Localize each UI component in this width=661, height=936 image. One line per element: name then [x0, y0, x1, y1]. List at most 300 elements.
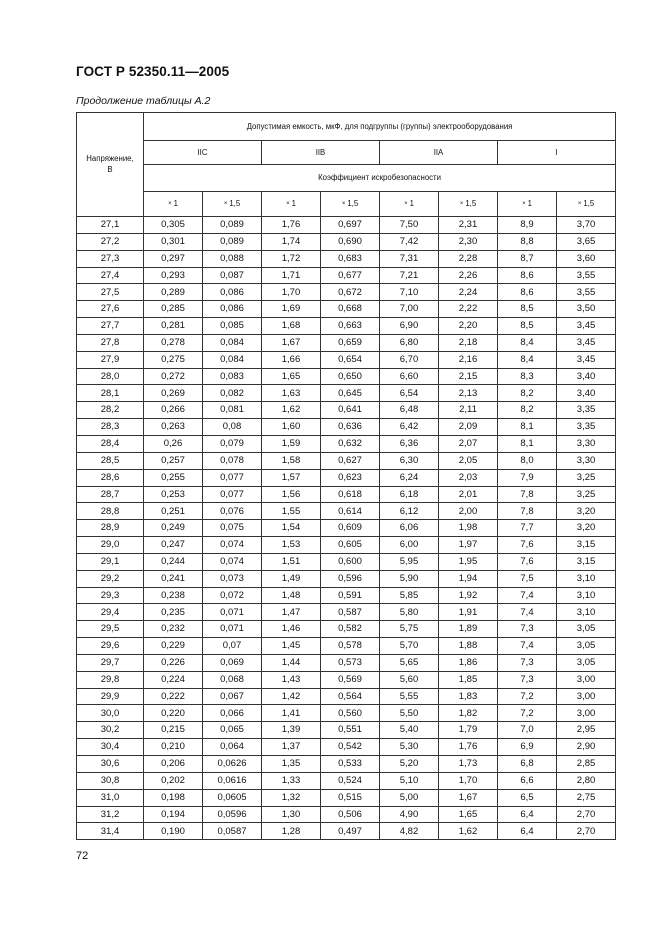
- voltage-cell: 29,6: [77, 638, 144, 655]
- capacity-cell: 2,80: [557, 772, 616, 789]
- multiplier-header: [498, 192, 557, 217]
- capacity-cell: 0,506: [321, 806, 380, 823]
- multiplier-symbol: ×: [286, 201, 290, 208]
- capacity-cell: 0,677: [321, 267, 380, 284]
- capacity-cell: 0,07: [203, 638, 262, 655]
- capacity-cell: 1,56: [262, 486, 321, 503]
- table-row: [77, 419, 616, 436]
- capacity-cell: 2,90: [557, 739, 616, 756]
- capacity-cell: 1,57: [262, 469, 321, 486]
- capacity-cell: 5,60: [380, 671, 439, 688]
- table-row: [77, 486, 616, 503]
- capacity-cell: 0,241: [144, 570, 203, 587]
- capacity-cell: 0,627: [321, 452, 380, 469]
- capacity-cell: 7,2: [498, 688, 557, 705]
- capacity-cell: 8,9: [498, 217, 557, 234]
- multiplier-header-row: [77, 192, 616, 217]
- multiplier-value: 1: [527, 199, 532, 209]
- capacity-cell: 0,08: [203, 419, 262, 436]
- capacity-cell: 0,244: [144, 553, 203, 570]
- capacity-cell: 2,01: [439, 486, 498, 503]
- capacity-cell: 2,09: [439, 419, 498, 436]
- table-row: [77, 402, 616, 419]
- capacity-cell: 0,235: [144, 604, 203, 621]
- capacity-cell: 6,00: [380, 537, 439, 554]
- capacity-cell: 0,609: [321, 520, 380, 537]
- capacity-cell: 0,683: [321, 250, 380, 267]
- capacity-cell: 1,65: [262, 368, 321, 385]
- capacity-cell: 1,47: [262, 604, 321, 621]
- capacity-cell: 7,3: [498, 671, 557, 688]
- capacity-cell: 5,65: [380, 654, 439, 671]
- capacity-cell: 0,198: [144, 789, 203, 806]
- capacity-cell: 6,4: [498, 823, 557, 840]
- capacity-cell: 6,12: [380, 503, 439, 520]
- capacity-cell: 6,90: [380, 318, 439, 335]
- capacity-cell: 0,0587: [203, 823, 262, 840]
- capacity-cell: 7,00: [380, 301, 439, 318]
- multiplier-symbol: ×: [341, 201, 346, 208]
- capacity-cell: 2,22: [439, 301, 498, 318]
- capacity-cell: 3,40: [557, 385, 616, 402]
- capacity-cell: 1,67: [439, 789, 498, 806]
- capacity-cell: 0,220: [144, 705, 203, 722]
- multiplier-symbol: ×: [577, 201, 582, 208]
- capacity-cell: 0,573: [321, 654, 380, 671]
- capacity-cell: 1,67: [262, 334, 321, 351]
- capacity-cell: 0,073: [203, 570, 262, 587]
- capacity-cell: 0,587: [321, 604, 380, 621]
- voltage-cell: 30,4: [77, 739, 144, 756]
- capacity-cell: 0,524: [321, 772, 380, 789]
- capacity-cell: 5,40: [380, 722, 439, 739]
- capacity-cell: 1,70: [439, 772, 498, 789]
- capacity-cell: 8,7: [498, 250, 557, 267]
- multiplier-symbol: ×: [223, 201, 228, 208]
- capacity-cell: 1,54: [262, 520, 321, 537]
- capacity-cell: 1,44: [262, 654, 321, 671]
- capacity-cell: 0,257: [144, 452, 203, 469]
- capacity-cell: 6,24: [380, 469, 439, 486]
- capacity-cell: 5,30: [380, 739, 439, 756]
- capacity-cell: 0,084: [203, 351, 262, 368]
- capacity-cell: 5,70: [380, 638, 439, 655]
- capacity-cell: 1,51: [262, 553, 321, 570]
- capacity-cell: 8,1: [498, 435, 557, 452]
- capacity-cell: 3,45: [557, 351, 616, 368]
- capacity-cell: 0,305: [144, 217, 203, 234]
- capacity-cell: 0,542: [321, 739, 380, 756]
- voltage-cell: 29,7: [77, 654, 144, 671]
- capacity-cell: 1,68: [262, 318, 321, 335]
- capacity-cell: 3,55: [557, 284, 616, 301]
- multiplier-header: [380, 192, 439, 217]
- capacity-cell: 0,672: [321, 284, 380, 301]
- capacity-cell: 0,074: [203, 537, 262, 554]
- capacity-cell: 1,98: [439, 520, 498, 537]
- capacity-cell: 1,76: [262, 217, 321, 234]
- capacity-cell: 6,06: [380, 520, 439, 537]
- capacity-cell: 0,569: [321, 671, 380, 688]
- voltage-cell: 28,3: [77, 419, 144, 436]
- voltage-cell: 29,3: [77, 587, 144, 604]
- voltage-cell: 27,1: [77, 217, 144, 234]
- multiplier-symbol: ×: [168, 201, 172, 208]
- voltage-cell: 29,5: [77, 621, 144, 638]
- capacity-cell: 3,70: [557, 217, 616, 234]
- capacity-cell: 7,42: [380, 233, 439, 250]
- capacity-cell: 1,49: [262, 570, 321, 587]
- capacity-cell: 0,641: [321, 402, 380, 419]
- capacity-cell: 0,26: [144, 435, 203, 452]
- capacity-cell: 3,35: [557, 402, 616, 419]
- capacity-cell: 1,72: [262, 250, 321, 267]
- page-number: 72: [76, 850, 89, 862]
- capacity-cell: 0,690: [321, 233, 380, 250]
- table-row: [77, 772, 616, 789]
- voltage-cell: 27,6: [77, 301, 144, 318]
- capacity-cell: 8,6: [498, 267, 557, 284]
- table-row: [77, 368, 616, 385]
- capacity-cell: 7,9: [498, 469, 557, 486]
- table-row: [77, 318, 616, 335]
- capacity-cell: 2,70: [557, 806, 616, 823]
- capacity-cell: 0,293: [144, 267, 203, 284]
- capacity-cell: 1,82: [439, 705, 498, 722]
- capacitance-table: [76, 112, 616, 840]
- capacity-cell: 0,071: [203, 621, 262, 638]
- capacity-cell: 2,24: [439, 284, 498, 301]
- capacity-cell: 0,275: [144, 351, 203, 368]
- capacity-cell: 1,69: [262, 301, 321, 318]
- voltage-header: Напряжение, В: [77, 113, 144, 217]
- capacity-cell: 1,66: [262, 351, 321, 368]
- capacity-cell: 0,645: [321, 385, 380, 402]
- capacity-cell: 6,60: [380, 368, 439, 385]
- capacity-cell: 0,251: [144, 503, 203, 520]
- voltage-cell: 27,2: [77, 233, 144, 250]
- voltage-cell: 30,6: [77, 756, 144, 773]
- capacity-cell: 3,05: [557, 654, 616, 671]
- capacity-cell: 2,00: [439, 503, 498, 520]
- capacity-cell: 0,596: [321, 570, 380, 587]
- capacity-cell: 3,35: [557, 419, 616, 436]
- capacity-cell: 2,85: [557, 756, 616, 773]
- capacity-cell: 0,067: [203, 688, 262, 705]
- table-row: [77, 756, 616, 773]
- voltage-cell: 28,1: [77, 385, 144, 402]
- capacity-cell: 3,65: [557, 233, 616, 250]
- capacity-cell: 0,272: [144, 368, 203, 385]
- capacity-cell: 0,301: [144, 233, 203, 250]
- capacity-cell: 3,15: [557, 553, 616, 570]
- capacity-cell: 1,89: [439, 621, 498, 638]
- table-row: [77, 806, 616, 823]
- voltage-cell: 30,0: [77, 705, 144, 722]
- capacity-cell: 5,10: [380, 772, 439, 789]
- capacity-cell: 0,497: [321, 823, 380, 840]
- capacity-cell: 7,50: [380, 217, 439, 234]
- capacity-cell: 0,623: [321, 469, 380, 486]
- capacity-cell: 1,41: [262, 705, 321, 722]
- voltage-cell: 31,2: [77, 806, 144, 823]
- capacity-cell: 7,3: [498, 654, 557, 671]
- table-row: [77, 587, 616, 604]
- table-caption: Продолжение таблицы А.2: [76, 95, 211, 107]
- capacity-cell: 3,55: [557, 267, 616, 284]
- capacity-cell: 5,95: [380, 553, 439, 570]
- capacity-cell: 0,074: [203, 553, 262, 570]
- voltage-cell: 28,9: [77, 520, 144, 537]
- capacity-cell: 3,45: [557, 318, 616, 335]
- capacity-cell: 5,00: [380, 789, 439, 806]
- table-row: [77, 688, 616, 705]
- capacity-cell: 0,533: [321, 756, 380, 773]
- capacity-cell: 0,266: [144, 402, 203, 419]
- capacity-cell: 2,70: [557, 823, 616, 840]
- capacity-cell: 0,578: [321, 638, 380, 655]
- voltage-cell: 27,5: [77, 284, 144, 301]
- coefficient-header: Коэффициент искробезопасности: [144, 165, 616, 192]
- capacity-cell: 0,247: [144, 537, 203, 554]
- capacity-cell: 4,90: [380, 806, 439, 823]
- capacity-cell: 3,00: [557, 671, 616, 688]
- voltage-cell: 30,8: [77, 772, 144, 789]
- capacity-cell: 2,30: [439, 233, 498, 250]
- capacity-cell: 0,082: [203, 385, 262, 402]
- table-row: [77, 789, 616, 806]
- capacity-cell: 6,80: [380, 334, 439, 351]
- multiplier-symbol: ×: [522, 201, 526, 208]
- capacity-cell: 0,071: [203, 604, 262, 621]
- capacity-cell: 0,064: [203, 739, 262, 756]
- capacity-cell: 7,31: [380, 250, 439, 267]
- table-row: [77, 621, 616, 638]
- capacity-cell: 0,591: [321, 587, 380, 604]
- document-header: ГОСТ Р 52350.11—2005: [76, 64, 230, 79]
- capacity-cell: 0,087: [203, 267, 262, 284]
- capacity-cell: 0,614: [321, 503, 380, 520]
- capacity-cell: 1,62: [439, 823, 498, 840]
- capacity-cell: 0,632: [321, 435, 380, 452]
- capacity-cell: 1,43: [262, 671, 321, 688]
- capacity-cell: 1,74: [262, 233, 321, 250]
- capacity-cell: 0,086: [203, 284, 262, 301]
- table-row: [77, 469, 616, 486]
- capacity-cell: 0,089: [203, 217, 262, 234]
- capacity-cell: 6,42: [380, 419, 439, 436]
- voltage-cell: 29,8: [77, 671, 144, 688]
- capacity-cell: 1,59: [262, 435, 321, 452]
- capacity-cell: 0,222: [144, 688, 203, 705]
- capacity-cell: 0,600: [321, 553, 380, 570]
- capacity-cell: 7,8: [498, 486, 557, 503]
- capacity-cell: 4,82: [380, 823, 439, 840]
- capacity-cell: 8,2: [498, 402, 557, 419]
- capacity-cell: 1,62: [262, 402, 321, 419]
- capacity-cell: 0,0596: [203, 806, 262, 823]
- capacity-cell: 1,33: [262, 772, 321, 789]
- capacity-cell: 1,60: [262, 419, 321, 436]
- voltage-cell: 28,6: [77, 469, 144, 486]
- capacity-cell: 1,58: [262, 452, 321, 469]
- table-row: [77, 351, 616, 368]
- voltage-cell: 28,0: [77, 368, 144, 385]
- voltage-cell: 28,7: [77, 486, 144, 503]
- table-row: [77, 301, 616, 318]
- capacity-cell: 3,25: [557, 469, 616, 486]
- capacity-cell: 7,7: [498, 520, 557, 537]
- capacity-cell: 0,065: [203, 722, 262, 739]
- capacity-cell: 2,20: [439, 318, 498, 335]
- capacity-cell: 3,20: [557, 520, 616, 537]
- voltage-cell: 29,1: [77, 553, 144, 570]
- capacity-cell: 3,25: [557, 486, 616, 503]
- capacity-cell: 1,45: [262, 638, 321, 655]
- capacity-cell: 3,10: [557, 604, 616, 621]
- capacity-cell: 0,551: [321, 722, 380, 739]
- capacity-cell: 2,13: [439, 385, 498, 402]
- capacity-cell: 1,70: [262, 284, 321, 301]
- capacity-cell: 0,215: [144, 722, 203, 739]
- multiplier-value: 1,5: [229, 199, 241, 209]
- multiplier-header: [262, 192, 321, 217]
- voltage-cell: 29,2: [77, 570, 144, 587]
- capacity-cell: 0,210: [144, 739, 203, 756]
- capacity-cell: 0,084: [203, 334, 262, 351]
- voltage-cell: 27,8: [77, 334, 144, 351]
- table-row: [77, 823, 616, 840]
- capacity-cell: 1,85: [439, 671, 498, 688]
- capacity-cell: 0,068: [203, 671, 262, 688]
- capacity-cell: 2,28: [439, 250, 498, 267]
- table-row: [77, 233, 616, 250]
- capacity-cell: 1,42: [262, 688, 321, 705]
- capacity-cell: 8,4: [498, 351, 557, 368]
- capacity-cell: 1,35: [262, 756, 321, 773]
- voltage-cell: 27,7: [77, 318, 144, 335]
- capacity-cell: 3,30: [557, 435, 616, 452]
- capacity-cell: 0,076: [203, 503, 262, 520]
- capacity-cell: 1,73: [439, 756, 498, 773]
- capacity-cell: 1,46: [262, 621, 321, 638]
- capacity-cell: 1,91: [439, 604, 498, 621]
- capacity-header: Допустимая емкость, мкФ, для подгруппы (группы) электрооборудования: [144, 113, 616, 141]
- table-row: [77, 452, 616, 469]
- group-header: I: [498, 141, 616, 165]
- capacity-cell: 0,253: [144, 486, 203, 503]
- capacity-cell: 6,6: [498, 772, 557, 789]
- multiplier-header: [203, 192, 262, 217]
- capacity-cell: 1,95: [439, 553, 498, 570]
- table-row: [77, 739, 616, 756]
- voltage-cell: 29,4: [77, 604, 144, 621]
- capacity-cell: 0,668: [321, 301, 380, 318]
- voltage-cell: 29,9: [77, 688, 144, 705]
- table-row: [77, 334, 616, 351]
- capacity-cell: 2,07: [439, 435, 498, 452]
- capacity-cell: 0,229: [144, 638, 203, 655]
- capacity-cell: 7,2: [498, 705, 557, 722]
- capacity-cell: 1,48: [262, 587, 321, 604]
- capacity-cell: 8,2: [498, 385, 557, 402]
- capacity-cell: 6,70: [380, 351, 439, 368]
- table-row: [77, 722, 616, 739]
- table-row: [77, 705, 616, 722]
- capacity-cell: 8,0: [498, 452, 557, 469]
- capacity-cell: 0,086: [203, 301, 262, 318]
- voltage-cell: 28,2: [77, 402, 144, 419]
- capacity-cell: 3,60: [557, 250, 616, 267]
- multiplier-value: 1: [173, 199, 178, 209]
- group-header: IIC: [144, 141, 262, 165]
- capacity-cell: 5,55: [380, 688, 439, 705]
- capacity-cell: 0,072: [203, 587, 262, 604]
- capacity-cell: 1,63: [262, 385, 321, 402]
- capacity-cell: 1,37: [262, 739, 321, 756]
- capacity-cell: 1,55: [262, 503, 321, 520]
- capacity-cell: 3,05: [557, 621, 616, 638]
- capacity-cell: 3,00: [557, 705, 616, 722]
- table-row: [77, 250, 616, 267]
- capacity-cell: 1,88: [439, 638, 498, 655]
- capacity-cell: 3,40: [557, 368, 616, 385]
- capacity-cell: 1,97: [439, 537, 498, 554]
- capacity-cell: 1,92: [439, 587, 498, 604]
- capacity-cell: 5,50: [380, 705, 439, 722]
- voltage-cell: 27,9: [77, 351, 144, 368]
- multiplier-value: 1,5: [347, 199, 359, 209]
- capacity-cell: 3,30: [557, 452, 616, 469]
- capacity-cell: 0,249: [144, 520, 203, 537]
- multiplier-header: [439, 192, 498, 217]
- capacity-cell: 5,85: [380, 587, 439, 604]
- multiplier-value: 1,5: [465, 199, 477, 209]
- capacity-cell: 2,75: [557, 789, 616, 806]
- multiplier-header: [557, 192, 616, 217]
- voltage-cell: 30,2: [77, 722, 144, 739]
- capacity-cell: 0,079: [203, 435, 262, 452]
- capacity-cell: 3,05: [557, 638, 616, 655]
- capacity-cell: 0,636: [321, 419, 380, 436]
- table-row: [77, 604, 616, 621]
- capacity-cell: 1,30: [262, 806, 321, 823]
- capacity-cell: 3,50: [557, 301, 616, 318]
- table-row: [77, 217, 616, 234]
- capacity-cell: 6,30: [380, 452, 439, 469]
- capacity-cell: 7,6: [498, 537, 557, 554]
- capacity-cell: 7,21: [380, 267, 439, 284]
- capacity-cell: 0,194: [144, 806, 203, 823]
- capacity-cell: 0,697: [321, 217, 380, 234]
- capacity-cell: 0,081: [203, 402, 262, 419]
- capacity-cell: 8,8: [498, 233, 557, 250]
- capacity-cell: 3,45: [557, 334, 616, 351]
- capacity-cell: 7,5: [498, 570, 557, 587]
- capacity-cell: 0,297: [144, 250, 203, 267]
- capacity-cell: 3,15: [557, 537, 616, 554]
- capacity-cell: 0,075: [203, 520, 262, 537]
- capacity-cell: 0,582: [321, 621, 380, 638]
- capacity-cell: 3,00: [557, 688, 616, 705]
- capacity-cell: 0,255: [144, 469, 203, 486]
- capacity-cell: 1,71: [262, 267, 321, 284]
- capacity-cell: 8,1: [498, 419, 557, 436]
- multiplier-symbol: ×: [404, 201, 408, 208]
- capacity-cell: 0,659: [321, 334, 380, 351]
- capacity-cell: 8,5: [498, 301, 557, 318]
- table-row: [77, 267, 616, 284]
